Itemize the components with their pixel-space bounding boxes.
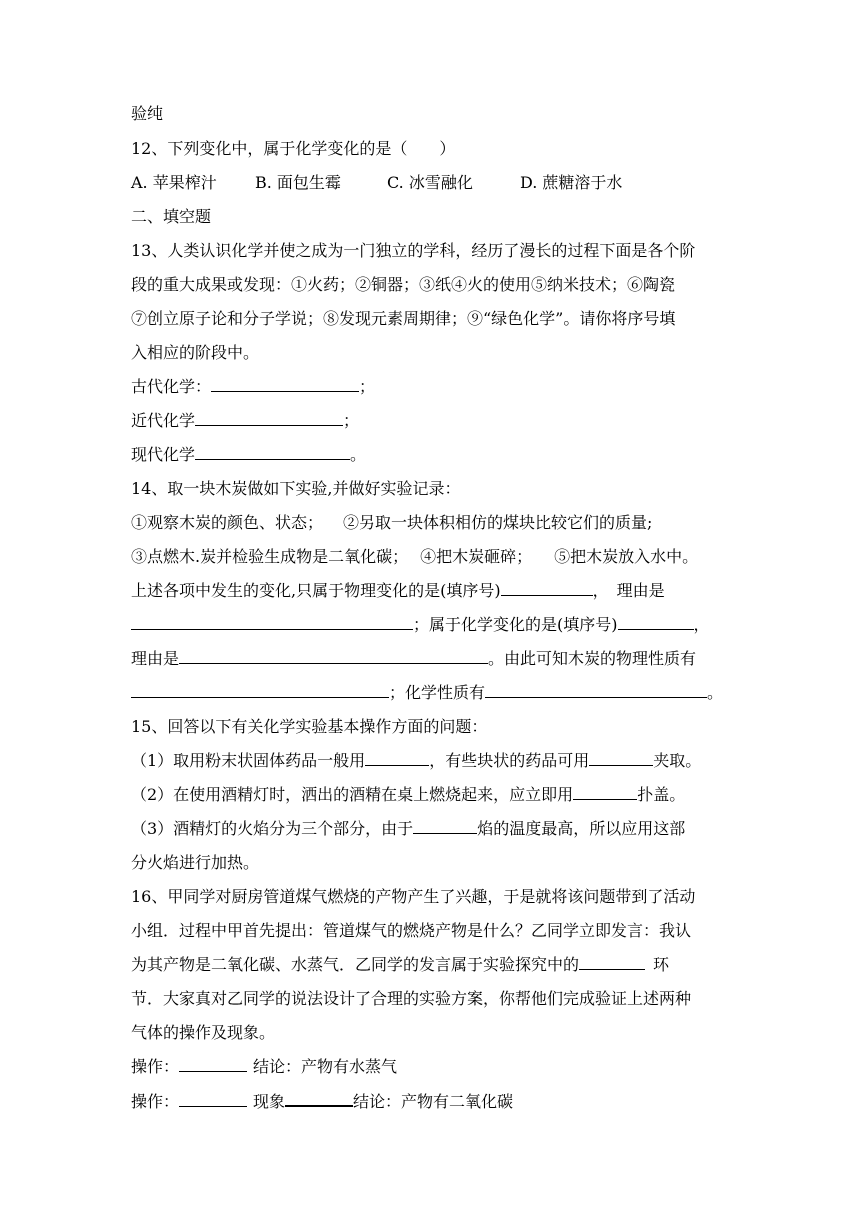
text-segment: ；属于化学变化的是(填序号) (413, 615, 618, 634)
text-segment: ；化学性质有 (389, 683, 486, 702)
question-16-line: 16、甲同学对厨房管道煤气燃烧的产物产生了兴趣，于是就将该问题带到了活动 (131, 887, 696, 906)
blank-line[interactable] (211, 377, 359, 392)
blank-line[interactable] (131, 683, 389, 698)
text-segment: ， 理由是 (592, 581, 665, 600)
blank-line[interactable] (589, 751, 653, 766)
text-segment: ③点燃木.炭并检验生成物是二氧化碳； (131, 547, 409, 566)
text-segment: 结论：产物有水蒸气 (253, 1057, 398, 1076)
question-14-line (131, 547, 731, 567)
text-segment: ⑤把木炭放入水中。 (554, 547, 699, 566)
section-heading: 二、填空题 (131, 207, 212, 226)
contemporary-chemistry-row (131, 445, 731, 465)
text-segment: 为其产物是二氧化碳、水蒸气．乙同学的发言属于实验探究中的 (131, 955, 580, 974)
punctuation: ； (359, 377, 376, 396)
question-13-line: 段的重大成果或发现：①火药；②铜器；③纸④火的使用⑤纳米技术；⑥陶瓷 (131, 275, 676, 294)
question-15-line: 15、回答以下有关化学实验基本操作方面的问题： (131, 717, 488, 736)
blank-line[interactable] (179, 649, 488, 664)
text-segment: ， (693, 615, 710, 634)
question-15-line: 分火焰进行加热。 (131, 853, 260, 872)
question-15-part-3 (131, 819, 731, 839)
modern-chemistry-label: 近代化学 (131, 411, 196, 430)
text-segment: （1）取用粉末状固体药品一般用 (131, 751, 366, 770)
text-segment: 结论：产物有二氧化碳 (353, 1092, 514, 1111)
blank-line[interactable] (501, 581, 593, 596)
modern-chemistry-row (131, 411, 731, 431)
blank-line[interactable] (179, 1092, 247, 1107)
question-15-part-2 (131, 785, 731, 805)
text-segment: ①观察木炭的颜色、状态； (131, 513, 324, 532)
question-13-line: 13、人类认识化学并使之成为一门独立的学科，经历了漫长的过程下面是各个阶 (131, 241, 696, 260)
question-16-line: 小组．过程中甲首先提出：管道煤气的燃烧产物是什么？乙同学立即发言：我认 (131, 921, 692, 940)
question-14-line (131, 683, 731, 703)
text-segment: 夹取。 (653, 751, 702, 770)
question-14-line (131, 615, 731, 635)
option-d: D. 蔗糖溶于水 (520, 173, 623, 192)
option-b: B. 面包生霉 (255, 173, 341, 192)
question-14-line: 14、取一块木炭做如下实验,并做好实验记录： (131, 479, 461, 498)
question-14-line (131, 513, 731, 533)
question-16-line (131, 955, 731, 975)
text-segment: 环 (653, 955, 670, 974)
text-segment: （3）酒精灯的火焰分为三个部分，由于 (131, 819, 414, 838)
text-segment: 理由是 (131, 649, 180, 668)
blank-line[interactable] (131, 615, 413, 630)
punctuation: ； (343, 411, 360, 430)
text-segment: 上述各项中发生的变化,只属于物理变化的是(填序号) (131, 581, 501, 600)
question-16-line: 气体的操作及现象。 (131, 1023, 276, 1042)
text-segment: 。 (707, 683, 724, 702)
text-segment: 操作： (131, 1092, 180, 1111)
text-segment: 操作： (131, 1057, 180, 1076)
text-segment: （2）在使用酒精灯时，洒出的酒精在桌上燃烧起来，应立即用 (131, 785, 574, 804)
question-13-line: 入相应的阶段中。 (131, 343, 260, 362)
operation-row-1 (131, 1057, 731, 1077)
text-segment: ④把木炭砸碎； (420, 547, 533, 566)
blank-line[interactable] (285, 1091, 353, 1107)
contemporary-chemistry-label: 现代化学 (131, 445, 196, 464)
ancient-chemistry-row (131, 377, 731, 397)
operation-row-2 (131, 1091, 731, 1112)
blank-line[interactable] (365, 751, 429, 766)
punctuation: 。 (350, 445, 367, 464)
blank-line[interactable] (579, 955, 645, 970)
blank-line[interactable] (573, 785, 637, 800)
blank-line[interactable] (179, 1057, 247, 1072)
question-16-line: 节．大家真对乙同学的说法设计了合理的实验方案，你帮他们完成验证上述两种 (131, 989, 692, 1008)
question-15-part-1 (131, 751, 731, 771)
text-segment: 现象 (253, 1092, 286, 1111)
question-13-line: ⑦创立原子论和分子学说；⑧发现元素周期律；⑨“绿色化学”。请你将序号填 (131, 309, 676, 328)
question-12-stem: 12、下列变化中，属于化学变化的是（ ） (131, 139, 456, 158)
ancient-chemistry-label: 古代化学： (131, 377, 212, 396)
blank-line[interactable] (485, 683, 707, 698)
text-segment: 焰的温度最高，所以应用这部 (477, 819, 686, 838)
text-line: 验纯 (131, 104, 164, 123)
blank-line[interactable] (195, 411, 343, 426)
blank-line[interactable] (195, 445, 350, 460)
blank-line[interactable] (618, 615, 694, 630)
text-segment: ，有些块状的药品可用 (429, 751, 590, 770)
text-segment: 扑盖。 (637, 785, 686, 804)
text-segment: ②另取一块体积相仿的煤块比较它们的质量; (343, 513, 653, 532)
option-c: C. 冰雪融化 (387, 173, 473, 192)
question-14-line (131, 649, 731, 669)
option-a: A. 苹果榨汁 (131, 173, 217, 192)
question-12-options (131, 173, 731, 193)
text-segment: 。由此可知木炭的物理性质有 (488, 649, 697, 668)
blank-line[interactable] (413, 819, 477, 834)
question-14-line (131, 581, 731, 601)
